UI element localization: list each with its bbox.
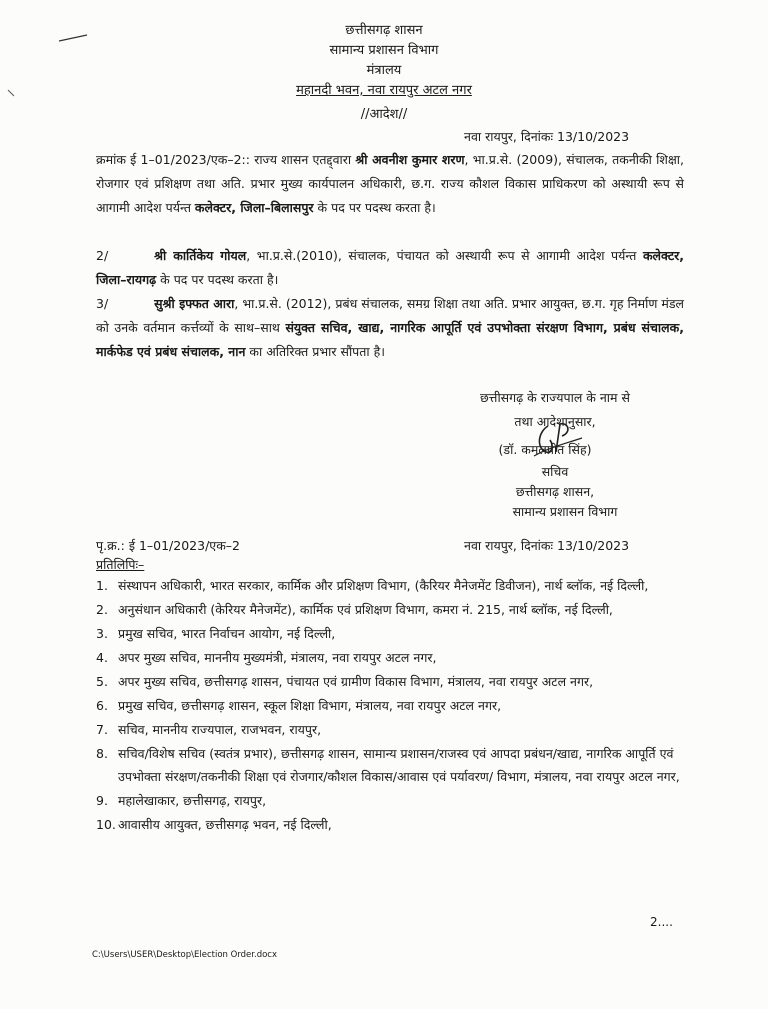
list-item-number: 4. [96,650,108,665]
list-item [96,574,696,597]
copy-to-label: प्रतिलिपिः– [96,557,145,572]
list-item-number: 2. [96,602,108,617]
header-address [0,82,768,100]
handwritten-signature [528,418,588,462]
page-continuation-number: 2.... [650,915,673,929]
p3-text-b: का अतिरिक्त प्रभार सौंपता है। [245,344,385,359]
p3-officer-name: सुश्री इफ्फत आरा [154,296,235,311]
signature-line-1: छत्तीसगढ़ के राज्यपाल के नाम से [480,390,630,405]
list-item-text: अनुसंधान अधिकारी (केरियर मैनेजमेंट), कार्मिक एवं प्रशिक्षण विभाग, कमरा नं. 215, नार्थ ब्लॉक, नई दिल्ली, [118,602,613,617]
list-item [96,718,696,741]
endorsement-ref: पृ.क्र.: ई 1–01/2023/एक–2 [96,538,241,553]
paragraph-1 [96,148,684,220]
list-item [96,598,696,621]
list-item-text: आवासीय आयुक्त, छत्तीसगढ़ भवन, नई दिल्ली, [118,817,332,832]
p2-officer-name: श्री कार्तिकेय गोयल [154,248,247,263]
list-item-number: 9. [96,793,108,808]
p2-text-a: , भा.प्र.से.(2010), संचालक, पंचायत को अस्थायी रूप से आगामी आदेश पर्यन्त [246,248,643,263]
endorsement-date: नवा रायपुर, दिनांकः 13/10/2023 [464,538,630,553]
p1-text-a: क्रमांक ई 1–01/2023/एक–2:: राज्य शासन एतद्द्वारा [96,152,356,167]
list-item [96,670,696,693]
signature-line-2: तथा आदेशानुसार, [514,414,596,429]
list-item-number: 7. [96,722,108,737]
p3-text-a: , भा.प्र.से. (2012), प्रबंध संचालक, समग्र शिक्षा तथा अति. प्रभार आयुक्त, छ.ग. गृह निर्माण मंडल को उनके वर्तमान कर्त्तव्यों के साथ–साथ [96,296,684,335]
list-item-number: 10. [96,817,116,832]
list-item-number: 8. [96,746,108,761]
signatory-designation: सचिव [541,464,569,479]
list-item-number: 3. [96,626,108,641]
order-date: नवा रायपुर, दिनांकः 13/10/2023 [464,129,630,144]
list-item [96,646,696,669]
list-item-text: अपर मुख्य सचिव, माननीय मुख्यमंत्री, मंत्रालय, नवा रायपुर अटल नगर, [118,650,437,665]
p3-posting: संयुक्त सचिव, खाद्य, नागरिक आपूर्ति एवं उपभोक्ता संरक्षण विभाग, प्रबंध संचालक, मार्कफेड एवं प्रबंध संचालक, नान [96,320,684,359]
signatory-org-1: छत्तीसगढ़ शासन, [515,484,595,499]
list-item [96,789,696,812]
list-item [96,622,696,645]
list-item-text: प्रमुख सचिव, भारत निर्वाचन आयोग, नई दिल्ली, [118,626,336,641]
order-title: //आदेश// [360,107,408,122]
signatory-org-2: सामान्य प्रशासन विभाग [512,504,618,519]
list-item-number: 5. [96,674,108,689]
header-ministry: मंत्रालय [366,63,402,78]
paragraph-3 [96,292,684,364]
list-item [96,742,696,788]
header-government: छत्तीसगढ़ शासन [345,23,423,38]
p2-text-b: के पद पर पदस्थ करता है। [156,272,279,287]
list-item-text: अपर मुख्य सचिव, छत्तीसगढ़ शासन, पंचायत एवं ग्रामीण विकास विभाग, मंत्रालय, नवा रायपुर अटल नगर, [118,674,594,689]
list-item [96,813,696,836]
list-item-number: 1. [96,578,108,593]
p2-posting: कलेक्टर, जिला–रायगढ़ [96,248,684,287]
header-department: सामान्य प्रशासन विभाग [329,43,439,58]
footer-file-path: C:\Users\USER\Desktop\Election Order.docx [92,950,277,960]
header-address-text: महानदी भवन, नवा रायपुर अटल नगर [296,83,472,98]
p3-number: 3/ [96,296,109,311]
paragraph-2 [96,244,684,292]
signatory-name: (डॉ. कमलप्रीत सिंह) [498,442,592,457]
list-item-text: महालेखाकार, छत्तीसगढ़, रायपुर, [118,793,267,808]
list-item-number: 6. [96,698,108,713]
list-item-text: प्रमुख सचिव, छत्तीसगढ़ शासन, स्कूल शिक्षा विभाग, मंत्रालय, नवा रायपुर अटल नगर, [118,698,502,713]
copy-list [96,574,696,837]
p1-posting: कलेक्टर, जिला–बिलासपुर [194,200,314,215]
p2-number: 2/ [96,248,109,263]
p1-text-b: , भा.प्र.से. (2009), संचालक, तकनीकी शिक्षा, रोजगार एवं प्रशिक्षण तथा अति. प्रभार मुख्य कार्यपालन अधिकारी, छ.ग. राज्य कौशल विकास प्राधिकरण को अस्थायी रूप से आगामी आदेश पर्यन्त [96,152,684,215]
p1-text-c: के पद पर पदस्थ करता है। [313,200,436,215]
list-item-text: सचिव, माननीय राज्यपाल, राजभवन, रायपुर, [118,722,322,737]
list-item [96,694,696,717]
list-item-text: संस्थापन अधिकारी, भारत सरकार, कार्मिक और प्रशिक्षण विभाग, (कैरियर मैनेजमेंट डिवीजन), नार्थ ब्लॉक, नई दिल्ली, [118,578,649,593]
list-item-text: सचिव/विशेष सचिव (स्वतंत्र प्रभार), छत्तीसगढ़ शासन, सामान्य प्रशासन/राजस्व एवं आपदा प्रबंधन/खाद्य, नागरिक आपूर्ति एवं उपभोक्ता संरक्षण/तकनीकी शिक्षा एवं रोजगार/कौशल विकास/आवास एवं पर्यावरण/ विभाग, मंत्रालय, नवा रायपुर अटल नगर, [118,746,680,784]
p1-officer-name: श्री अवनीश कुमार शरण [355,152,465,167]
